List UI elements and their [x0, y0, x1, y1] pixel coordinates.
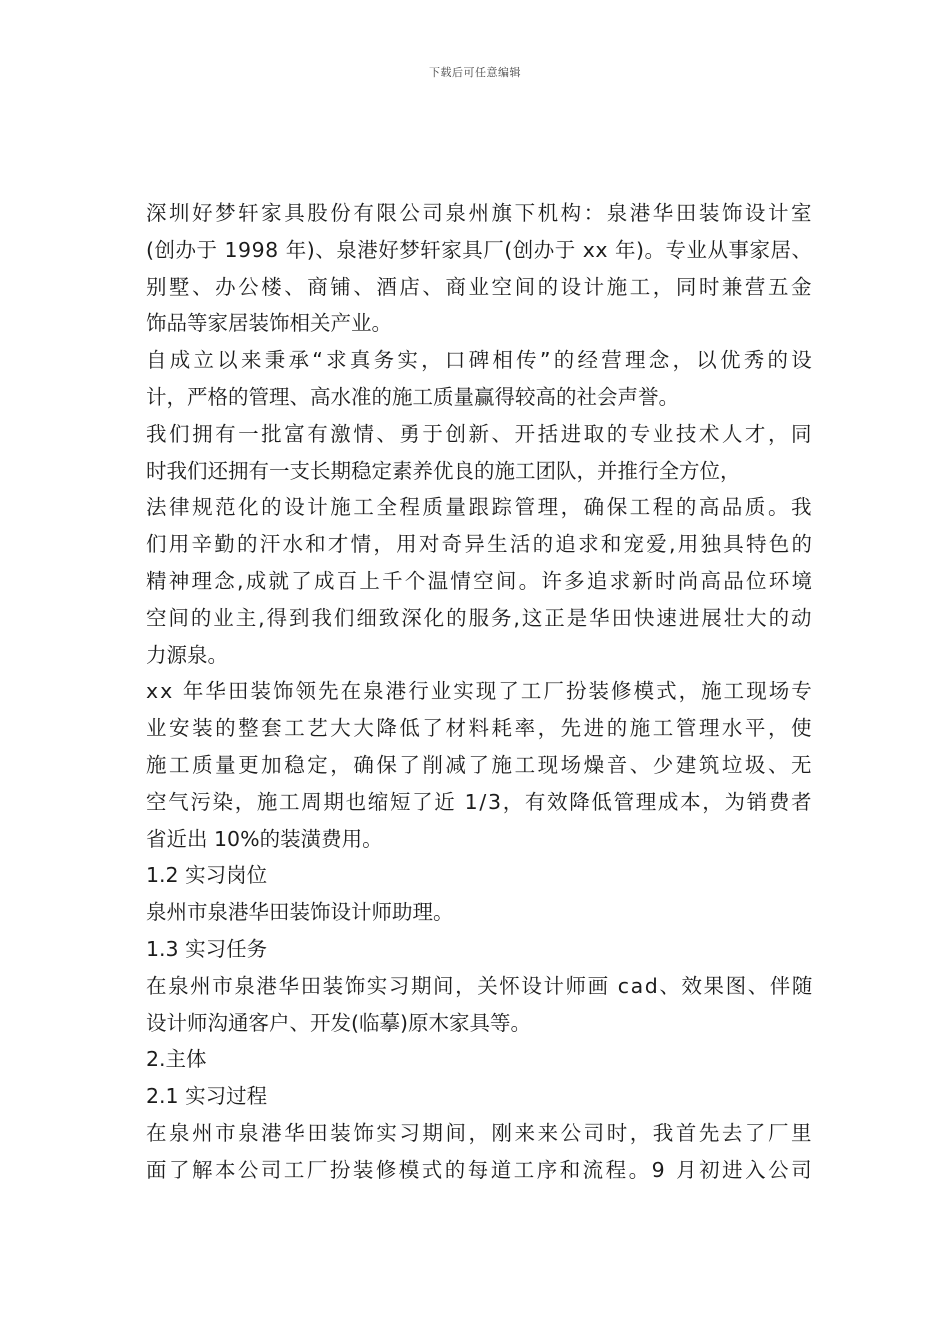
text-line: 在泉州市泉港华田装饰实习期间，关怀设计师画 cad、效果图、伴随: [146, 973, 814, 998]
text-line: 空气污染，施工周期也缩短了近 1/3，有效降低管理成本，为销费者: [146, 789, 814, 814]
document-body: [146, 195, 815, 1189]
text-line: 力源泉。: [146, 642, 228, 667]
text-line: 精神理念,成就了成百上千个温情空间。许多追求新时尚高品位环境: [146, 568, 815, 593]
text-line: 在泉州市泉港华田装饰实习期间，刚来来公司时，我首先去了厂里: [146, 1120, 815, 1145]
section-heading-1-2: 1.2 实习岗位: [146, 863, 268, 888]
text-line: 省近出 10%的装潢费用。: [146, 826, 383, 851]
paragraph-company-intro: [146, 195, 815, 342]
section-heading-2-1: 2.1 实习过程: [146, 1084, 268, 1109]
text-line: 自成立以来秉承“求真务实，口碑相传”的经营理念，以优秀的设: [146, 348, 815, 373]
page-header: 下载后可任意编辑: [429, 66, 521, 79]
text-line: 法律规范化的设计施工全程质量跟踪管理，确保工程的高品质。我: [146, 495, 815, 520]
paragraph-internship-process: [146, 1115, 815, 1189]
paragraph-factory-mode: [146, 673, 815, 857]
text-line: 泉州市泉港华田装饰设计师助理。: [146, 900, 454, 925]
paragraph-philosophy: [146, 342, 815, 416]
text-line: 饰品等家居装饰相关产业。: [146, 311, 392, 336]
text-line: 别墅、办公楼、商铺、酒店、商业空间的设计施工，同时兼营五金: [146, 274, 815, 299]
text-line: xx 年华田装饰领先在泉港行业实现了工厂扮装修模式，施工现场专: [146, 679, 814, 704]
text-line: 设计师沟通客户、开发(临摹)原木家具等。: [146, 1010, 531, 1035]
text-line: (创办于 1998 年)、泉港好梦轩家具厂(创办于 xx 年)。专业从事家居、: [146, 237, 813, 262]
text-line: 业安装的整套工艺大大降低了材料耗率，先进的施工管理水平，使: [146, 716, 815, 741]
paragraph-internship-tasks: [146, 968, 812, 1042]
text-line: 计，严格的管理、高水准的施工质量赢得较高的社会声誉。: [146, 384, 679, 409]
text-line: 施工质量更加稳定，确保了削减了施工现场燥音、少建筑垃圾、无: [146, 752, 815, 777]
text-line: 面了解本公司工厂扮装修模式的每道工序和流程。9 月初进入公司: [146, 1157, 815, 1182]
section-heading-1-3: 1.3 实习任务: [146, 936, 268, 961]
paragraph-internship-position: [146, 894, 812, 931]
text-line: 空间的业主,得到我们细致深化的服务,这正是华田快速进展壮大的动: [146, 605, 814, 630]
paragraph-team: [146, 416, 815, 674]
text-line: 深圳好梦轩家具股份有限公司泉州旗下机构：泉港华田装饰设计室: [146, 201, 815, 225]
text-line: 们用辛勤的汗水和才情，用对奇异生活的追求和宠爱,用独具特色的: [146, 532, 815, 557]
section-heading-2: 2.主体: [146, 1047, 207, 1072]
text-line: 时我们还拥有一支长期稳定素养优良的施工团队，并推行全方位，: [146, 458, 741, 483]
text-line: 我们拥有一批富有激情、勇于创新、开括进取的专业技术人才，同: [146, 421, 815, 446]
